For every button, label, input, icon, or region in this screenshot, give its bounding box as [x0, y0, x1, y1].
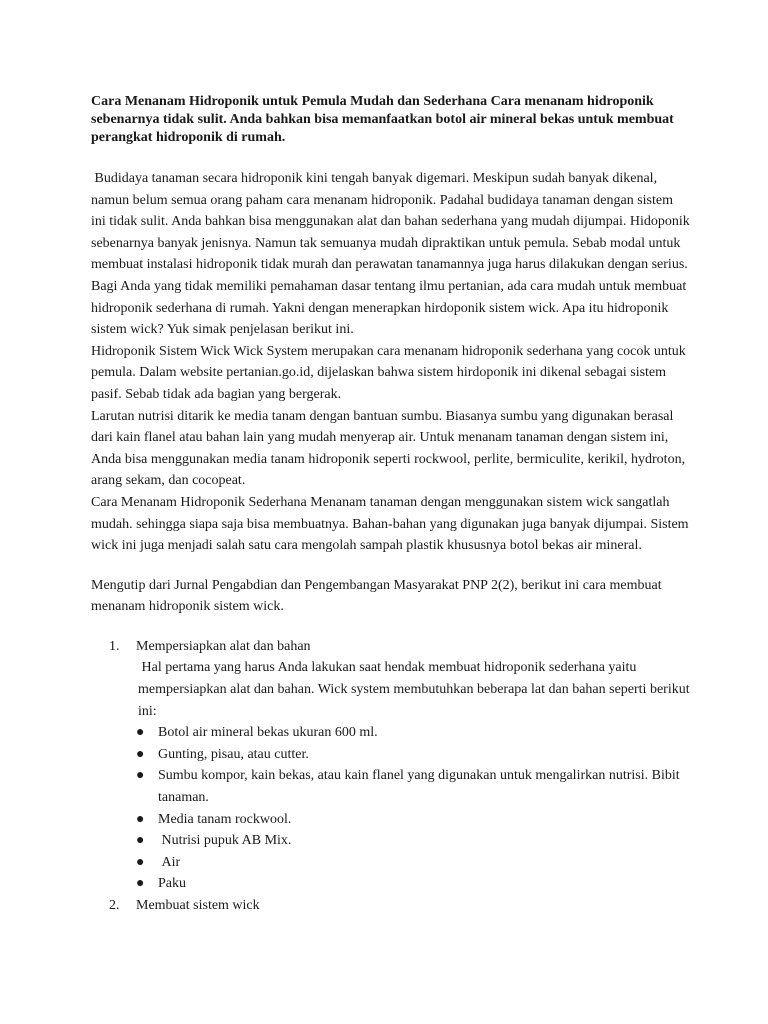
material-text: Paku	[158, 876, 186, 892]
bullet-icon: ●	[136, 854, 145, 870]
paragraph-simple-method: Cara Menanam Hidroponik Sederhana Menanam tanaman dengan menggunakan sistem wick sangatlah mudah. sehingga siapa saja bisa membuatnya. Bahan-bahan yang digunakan juga banyak dijumpai. Sistem wick ini juga menjadi salah satu cara mengolah sampah plastik khususnya botol bekas air mineral.	[91, 494, 689, 554]
material-text: Air	[158, 854, 181, 870]
paragraph-wick-system: Hidroponik Sistem Wick Wick System merupakan cara menanam hidroponik sederhana yang cocok untuk pemula. Dalam website pertanian.go.id, dijelaskan bahwa sistem hirdoponik ini dikenal sebagai sistem pasif. Sebab tidak ada bagian yang bergerak.	[91, 343, 686, 402]
list-item	[136, 830, 691, 852]
paragraph-source: Mengutip dari Jurnal Pengabdian dan Pengembangan Masyarakat PNP 2(2), berikut ini cara membuat menanam hidroponik sistem wick.	[91, 577, 662, 615]
step-heading: Membuat sistem wick	[136, 898, 260, 913]
step-item	[91, 895, 691, 917]
bullet-icon: ●	[136, 811, 145, 827]
steps-list	[91, 636, 694, 917]
list-item	[136, 809, 691, 831]
material-text: Botol air mineral bekas ukuran 600 ml.	[158, 725, 378, 741]
paragraph-gap	[91, 618, 691, 636]
step-heading: Mempersiapkan alat dan bahan	[136, 638, 311, 654]
material-text: Sumbu kompor, kain bekas, atau kain flanel yang digunakan untuk mengalirkan nutrisi. Bibit tanaman.	[158, 768, 680, 806]
paragraph-nutrient-solution: Larutan nutrisi ditarik ke media tanam dengan bantuan sumbu. Biasanya sumbu yang digunakan berasal dari kain flanel atau bahan lain yang mudah menyerap air. Untuk menanam tanaman dengan sistem ini, Anda bisa menggunakan media tanam hidroponik seperti rockwool, perlite, bermiculite, kerikil, hydroton, arang sekam, dan cocopeat.	[91, 408, 686, 489]
list-item	[136, 722, 691, 744]
material-text: Nutrisi pupuk AB Mix.	[158, 833, 292, 849]
paragraph-intro: Budidaya tanaman secara hidroponik kini tengah banyak digemari. Meskipun sudah banyak dikenal, namun belum semua orang paham cara menanam hidroponik. Padahal budidaya tanaman dengan sistem ini tidak sulit. Anda bahkan bisa menggunakan alat dan bahan sederhana yang mudah dijumpai. Hidoponik sebenarnya banyak jenisnya. Namun tak semuanya mudah dipraktikan untuk pemula. Sebab modal untuk membuat instalasi hidroponik tidak murah dan perawatan tanamannya juga harus dilakukan dengan serius. Bagi Anda yang tidak memiliki pemahaman dasar tentang ilmu pertanian, ada cara mudah untuk membuat hidroponik sederhana di rumah. Yakni dengan menerapkan hirdoponik sistem wick. Apa itu hidroponik sistem wick? Yuk simak penjelasan berikut ini.	[91, 171, 694, 338]
list-item	[136, 765, 691, 808]
material-text: Gunting, pisau, atau cutter.	[158, 746, 309, 762]
step-item	[91, 636, 694, 895]
list-item	[136, 744, 691, 766]
step-number: 2.	[109, 898, 120, 913]
paragraph-gap	[91, 557, 691, 575]
step-intro: Hal pertama yang harus Anda lakukan saat hendak membuat hidroponik sederhana yaitu mempersiapkan alat dan bahan. Wick system membutuhkan beberapa lat dan bahan seperti berikut ini:	[138, 660, 694, 719]
list-item	[136, 873, 691, 895]
document-page	[91, 93, 694, 917]
list-item	[136, 852, 691, 874]
step-number: 1.	[109, 638, 120, 654]
bullet-icon: ●	[136, 833, 145, 849]
bullet-icon: ●	[136, 746, 145, 762]
bullet-icon: ●	[136, 725, 145, 741]
material-text: Media tanam rockwool.	[158, 811, 292, 827]
materials-list	[136, 722, 691, 895]
bullet-icon: ●	[136, 768, 145, 784]
document-title: Cara Menanam Hidroponik untuk Pemula Mudah dan Sederhana Cara menanam hidroponik sebenarnya tidak sulit. Anda bahkan bisa memanfaatkan botol air mineral bekas untuk membuat perangkat hidroponik di rumah.	[91, 94, 674, 145]
bullet-icon: ●	[136, 876, 145, 892]
